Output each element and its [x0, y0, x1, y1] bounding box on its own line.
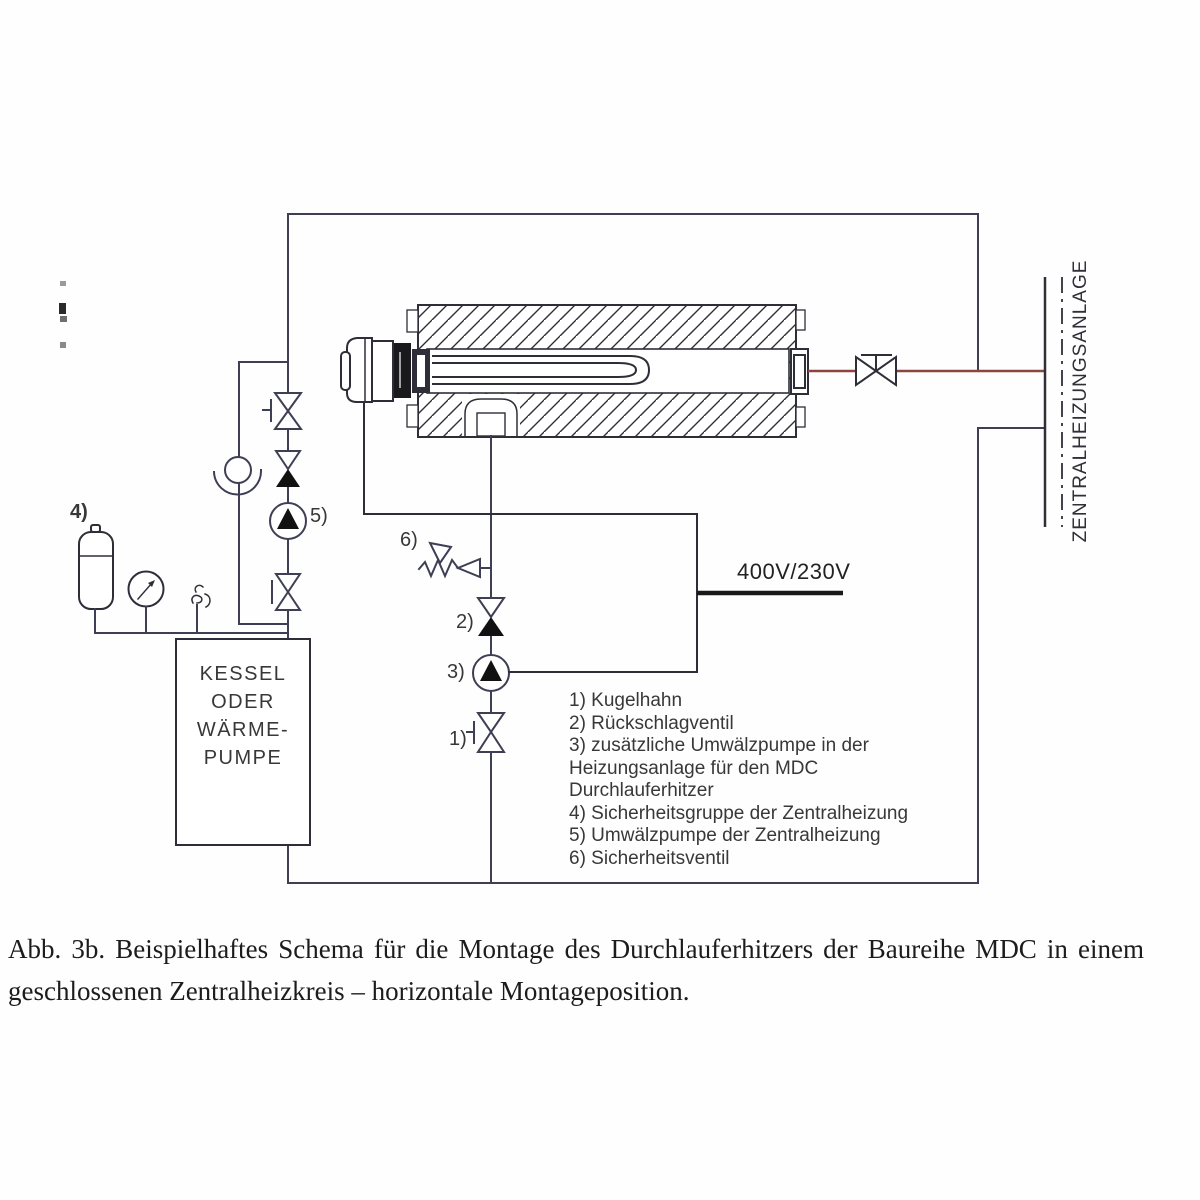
check-valve-2: [478, 598, 504, 636]
power-supply-label: 400V/230V: [737, 559, 851, 584]
safety-valve-6: [419, 543, 480, 577]
boiler-label: [176, 660, 310, 772]
valve-left-bottom: [272, 574, 300, 610]
legend-item-6: 6) Sicherheitsventil: [569, 847, 730, 869]
callout-5: 5): [310, 505, 328, 527]
check-valve-left: [276, 451, 300, 487]
expansion-vessel: [79, 525, 113, 633]
callout-4: 4): [70, 501, 88, 523]
callout-2: 2): [456, 611, 474, 633]
pump-3-symbol: [473, 655, 509, 691]
valve-flow-line: [856, 355, 896, 385]
callout-3: 3): [447, 661, 465, 683]
figure-caption: Abb. 3b. Beispielhaftes Schema für die Montage des Durchlauferhitzers der Baureihe MDC in einem geschlossenen Zentralheizkreis – horizontale Montageposition.: [8, 934, 1144, 1006]
drain-funnel-symbol: [214, 457, 261, 495]
central-heating-boundary: [1045, 277, 1062, 527]
ball-valve-left-top: [263, 393, 301, 429]
legend-item-2: 2) Rückschlagventil: [569, 712, 734, 734]
legend-item-4: 4) Sicherheitsgruppe der Zentralheizung: [569, 802, 909, 824]
electrical-wiring: [364, 403, 843, 672]
heater-unit: [341, 305, 808, 437]
boiler-label-line4: PUMPE: [203, 747, 283, 769]
legend-item-1: 1) Kugelhahn: [569, 690, 683, 711]
legend-item-5: 5) Umwälzpumpe der Zentralheizung: [569, 825, 881, 846]
scan-artifacts: [59, 281, 67, 348]
callout-1: 1): [449, 728, 467, 750]
pressure-gauge: [129, 572, 164, 634]
boiler-label-line2: ODER: [211, 691, 275, 713]
ball-valve-1: [467, 713, 504, 752]
air-vent-symbol: [192, 585, 210, 633]
pump-5-symbol: [270, 503, 306, 539]
boiler-label-line3: WÄRME-: [196, 719, 290, 741]
legend-item-3: 3) zusätzliche Umwälzpumpe in der Heizungsanlage für den MDC Durchlauferhitzer: [569, 735, 869, 801]
component-legend: [569, 690, 965, 870]
boiler-label-line1: KESSEL: [199, 663, 287, 685]
callout-6: 6): [400, 529, 418, 551]
central-heating-label: ZENTRALHEIZUNGSANLAGE: [1070, 259, 1091, 543]
